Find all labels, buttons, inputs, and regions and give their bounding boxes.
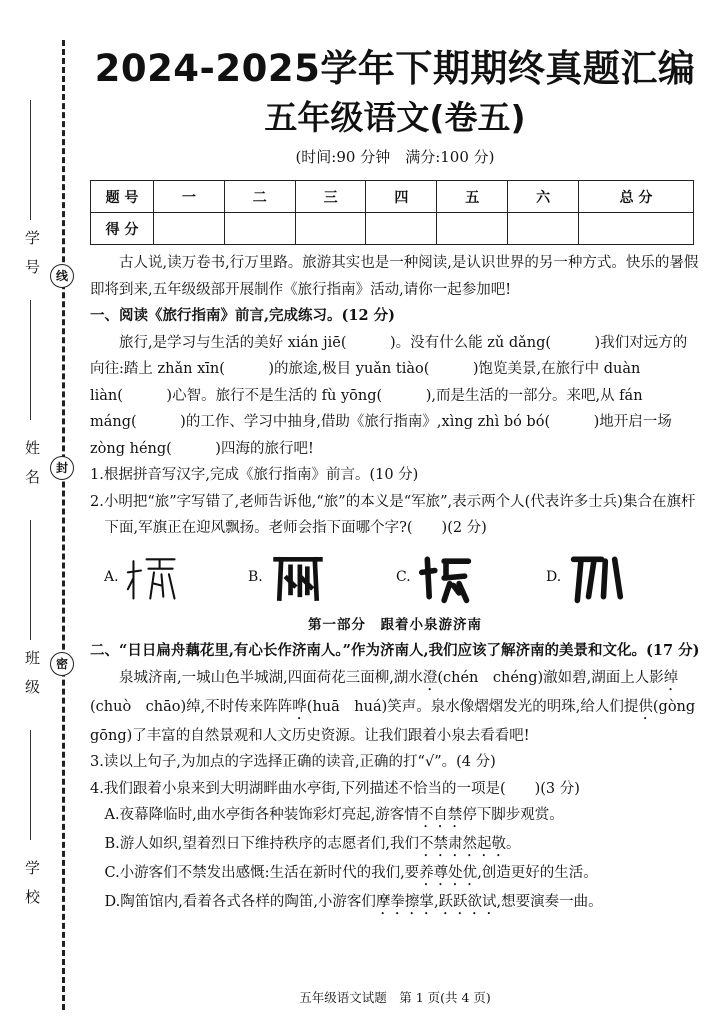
q2-passage-text: (chuò chāo)绰,不时传来阵阵 (90, 698, 293, 715)
time-info: (时间:90 分钟 满分:100 分) (295, 148, 495, 166)
q2-option-a (90, 802, 700, 831)
option-text: B.游人如织,望着烈日下维持秩序的志愿者们,我们 (104, 836, 419, 852)
q2-heading: 二、“日日扁舟藕花里,有心长作济南人。”作为济南人,我们应该了解济南的美景和文化。(17 分) (90, 642, 700, 659)
score-header-cell: 题 号 (91, 181, 154, 213)
q2-item4: 4.我们跟着小泉来到大明湖畔曲水亭街,下列描述不恰当的一项是( )(3 分) (90, 780, 580, 797)
option-text: ,创造更好的生活。 (477, 865, 598, 881)
score-cell[interactable] (366, 213, 437, 245)
q1-item2: 2.小明把“旅”字写错了,老师告诉他,“旅”的本义是“军旅”,表示两个人(代表许多士兵)集合在旗杆下面,军旗正在迎风飘扬。老师会指下面哪个字?( )(2 分) (90, 493, 696, 536)
score-header-cell: 一 (154, 181, 225, 213)
score-header-cell: 二 (224, 181, 295, 213)
seal-glyph-b-icon (270, 550, 326, 606)
option-text: D.陶笛馆内,看着各式各样的陶笛,小游客们 (104, 894, 376, 910)
dotted-phrase: 不禁肃然起敬 (418, 836, 506, 852)
option-a-letter: A. (104, 569, 119, 586)
option-text: 。 (505, 836, 521, 852)
dotted-char: 澄 (422, 669, 438, 686)
score-row-label: 得 分 (91, 213, 154, 245)
dotted-phrase: 不自禁 (418, 807, 463, 823)
q2-option-b (90, 831, 700, 860)
score-header-cell: 四 (366, 181, 437, 213)
q2-passage-text: (chén chéng)澈如碧,湖面上人影 (437, 669, 664, 686)
score-table-header-row (91, 181, 694, 213)
name-label: 姓名 (23, 440, 41, 498)
seal-glyph-d-icon (568, 550, 624, 606)
option-c-letter: C. (396, 569, 411, 586)
score-cell[interactable] (437, 213, 508, 245)
exam-content (90, 250, 710, 918)
seal-glyph-c-icon (418, 550, 474, 606)
option-a[interactable] (104, 550, 182, 606)
q2-passage-text: (gòng gōng)了丰富的自然景观和人文历史资源。让我们跟着小泉去看看吧! (90, 698, 710, 744)
line-mark: 线 (50, 264, 74, 288)
option-row (90, 542, 700, 612)
option-text: , (433, 894, 439, 910)
score-table (90, 180, 694, 245)
option-d[interactable] (546, 550, 624, 606)
option-text: A.夜幕降临时,曲水亭街各种装饰彩灯亮起,游客情 (104, 807, 419, 823)
part1-title: 第一部分 跟着小泉游济南 (308, 616, 482, 633)
score-header-cell: 六 (508, 181, 579, 213)
q2-passage (90, 665, 710, 750)
score-cell[interactable] (508, 213, 579, 245)
score-header-cell: 三 (295, 181, 366, 213)
dotted-char: 哗 (292, 698, 307, 715)
exam-subtitle: 五年级语文(卷五) (264, 98, 526, 137)
q1-item1: 1.根据拼音写汉字,完成《旅行指南》前言。(10 分) (90, 467, 419, 483)
close-mark: 密 (50, 652, 74, 676)
class-rule (30, 520, 31, 640)
option-b[interactable] (248, 550, 326, 606)
option-text: 停下脚步观赏。 (462, 807, 564, 823)
q2-passage-text: 泉城济南,一城山色半城湖,四面荷花三面柳,湖水 (119, 669, 423, 686)
seal-mark: 封 (50, 456, 74, 480)
binding-dashed-line (62, 40, 65, 1010)
score-cell[interactable] (154, 213, 225, 245)
intro-paragraph: 古人说,读万卷书,行万里路。旅游其实也是一种阅读,是认识世界的另一种方式。快乐的暑假即将到来,五年级级部开展制作《旅行指南》活动,请你一起参加吧! (90, 255, 699, 298)
exam-title: 2024-2025学年下期期终真题汇编 (94, 47, 696, 90)
student-id-label: 学号 (23, 230, 41, 288)
score-cell[interactable] (295, 213, 366, 245)
dotted-phrase: 跃跃欲试 (438, 894, 497, 910)
dotted-char: 供 (638, 698, 653, 715)
school-label: 学校 (23, 860, 41, 918)
option-c[interactable] (396, 550, 474, 606)
score-cell[interactable] (224, 213, 295, 245)
q1-passage: 旅行,是学习与生活的美好 xián jiē( )。没有什么能 zǔ dǎng( )我们对远方的向往:踏上 zhǎn xīn( )的旅途,极目 yuǎn tiào( )饱览美景,在旅行中 duàn liàn( )心智。旅行不是生活的 fù yōng( ),而是生活的一部分。来吧,从 fán máng( )的工作、学习中抽身,借助《旅行指南》,xìng zhì bó bó( )地开启一场 zòng héng( )四海的旅行吧! (90, 334, 688, 457)
dotted-phrase: 摩拳擦掌 (375, 894, 434, 910)
q2-option-d (90, 889, 700, 918)
page-footer: 五年级语文试题 第 1 页(共 4 页) (299, 990, 491, 1005)
q2-item3: 3.读以上句子,为加点的字选择正确的读音,正确的打“√”。(4 分) (90, 754, 496, 770)
score-header-cell: 总 分 (579, 181, 694, 213)
name-rule-top (30, 300, 31, 420)
option-b-letter: B. (248, 569, 263, 586)
seal-glyph-a-icon (126, 550, 182, 606)
student-id-rule (30, 100, 31, 220)
q2-option-c (90, 860, 700, 889)
q2-passage-text: (huā huá)笑声。泉水像熠熠发光的明珠,给人们提 (306, 698, 639, 715)
dotted-char: 绰 (663, 669, 679, 686)
option-text: ,想要演奏一曲。 (496, 894, 603, 910)
dotted-phrase: 养尊处优 (419, 865, 478, 881)
class-label: 班级 (23, 650, 41, 708)
option-d-letter: D. (546, 569, 562, 586)
option-text: C.小游客们不禁发出感慨:生活在新时代的我们,要 (104, 865, 420, 881)
school-rule (30, 730, 31, 840)
q1-heading: 一、阅读《旅行指南》前言,完成练习。(12 分) (90, 307, 395, 324)
score-cell[interactable] (579, 213, 694, 245)
score-header-cell: 五 (437, 181, 508, 213)
score-table-score-row (91, 213, 694, 245)
